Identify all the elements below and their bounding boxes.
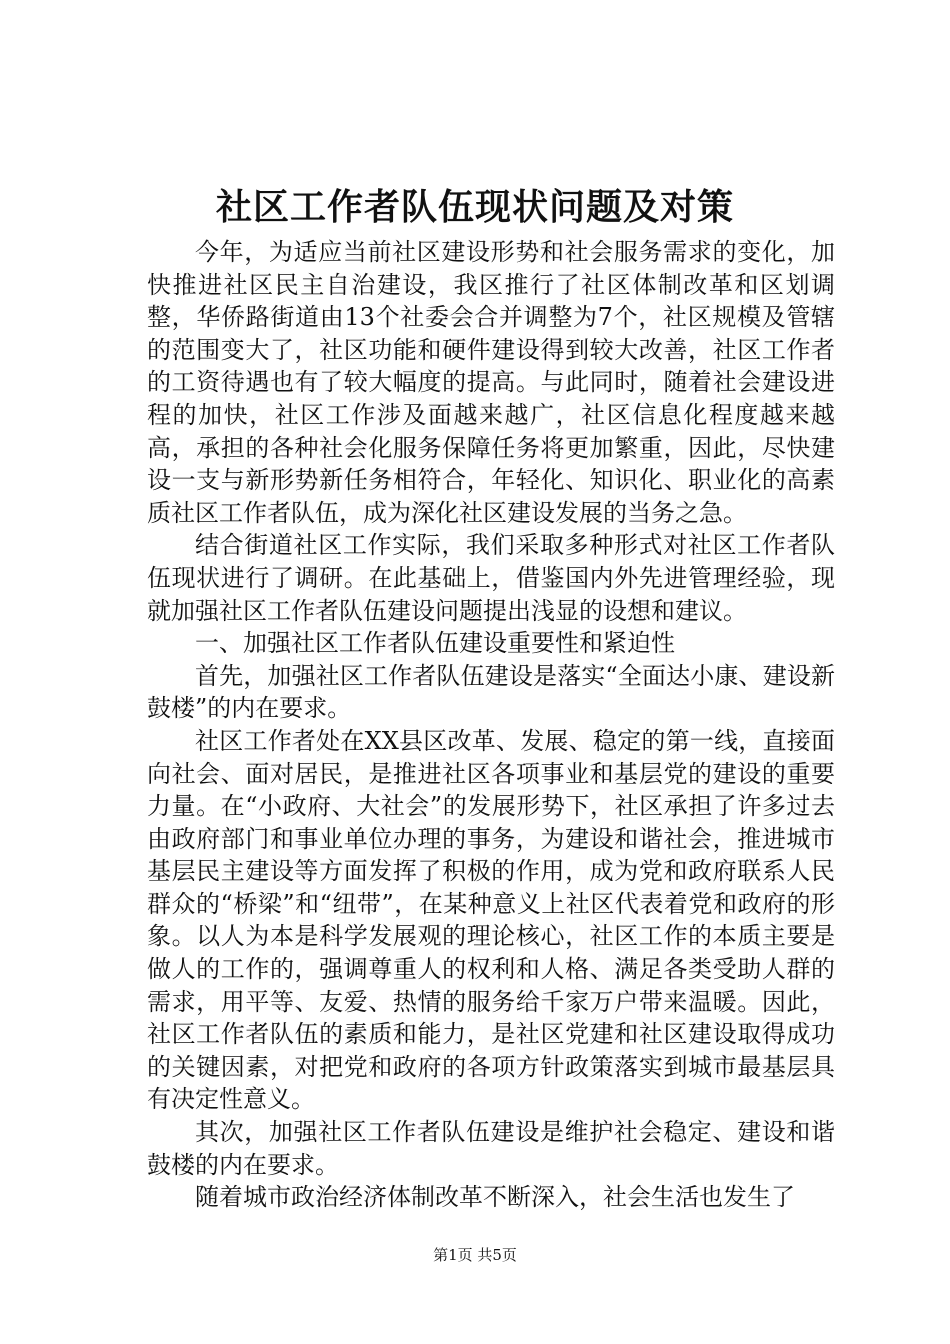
document-body [147,236,835,1214]
section-heading: 一、加强社区工作者队伍建设重要性和紧迫性 [195,629,675,658]
paragraph: 首先，加强社区工作者队伍建设是落实“全面达小康、建设新鼓楼”的内在要求。 [147,661,835,723]
document-title: 社区工作者队伍现状问题及对策 [215,186,734,228]
paragraph: 其次，加强社区工作者队伍建设是维护社会稳定、建设和谐鼓楼的内在要求。 [147,1118,835,1179]
paragraph: 今年，为适应当前社区建设形势和社会服务需求的变化，加快推进社区民主自治建设，我区推行了社区体制改革和区划调整，华侨路街道由13个社委会合并调整为7个，社区规模及管辖的范围变大了，社区功能和硬件建设得到较大改善，社区工作者的工资待遇也有了较大幅度的提高。与此同时，随着社会建设进程的加快，社区工作涉及面越来越广，社区信息化程度越来越高，承担的各种社会化服务保障任务将更加繁重，因此，尽快建设一支与新形势新任务相符合，年轻化、知识化、职业化的高素质社区工作者队伍，成为深化社区建设发展的当务之急。 [147,238,835,527]
paragraph: 结合街道社区工作实际，我们采取多种形式对社区工作者队伍现状进行了调研。在此基础上，借鉴国内外先进管理经验，现就加强社区工作者队伍建设问题提出浅显的设想和建议。 [147,531,835,625]
page-number-footer: 第1页 共5页 [433,1246,517,1264]
paragraph: 社区工作者处在XX县区改革、发展、稳定的第一线，直接面向社会、面对居民，是推进社区各项事业和基层党的建设的重要力量。在“小政府、大社会”的发展形势下，社区承担了许多过去由政府部门和事业单位办理的事务，为建设和谐社会，推进城市基层民主建设等方面发挥了积极的作用，成为党和政府联系人民群众的“桥梁”和“纽带”，在某种意义上社区代表着党和政府的形象。以人为本是科学发展观的理论核心，社区工作的本质主要是做人的工作的，强调尊重人的权利和人格、满足各类受助人群的需求，用平等、友爱、热情的服务给千家万户带来温暖。因此，社区工作者队伍的素质和能力，是社区党建和社区建设取得成功的关键因素，对把党和政府的各项方针政策落实到城市最基层具有决定性意义。 [147,726,835,1114]
paragraph: 随着城市政治经济体制改革不断深入，社会生活也发生了 [195,1183,795,1212]
